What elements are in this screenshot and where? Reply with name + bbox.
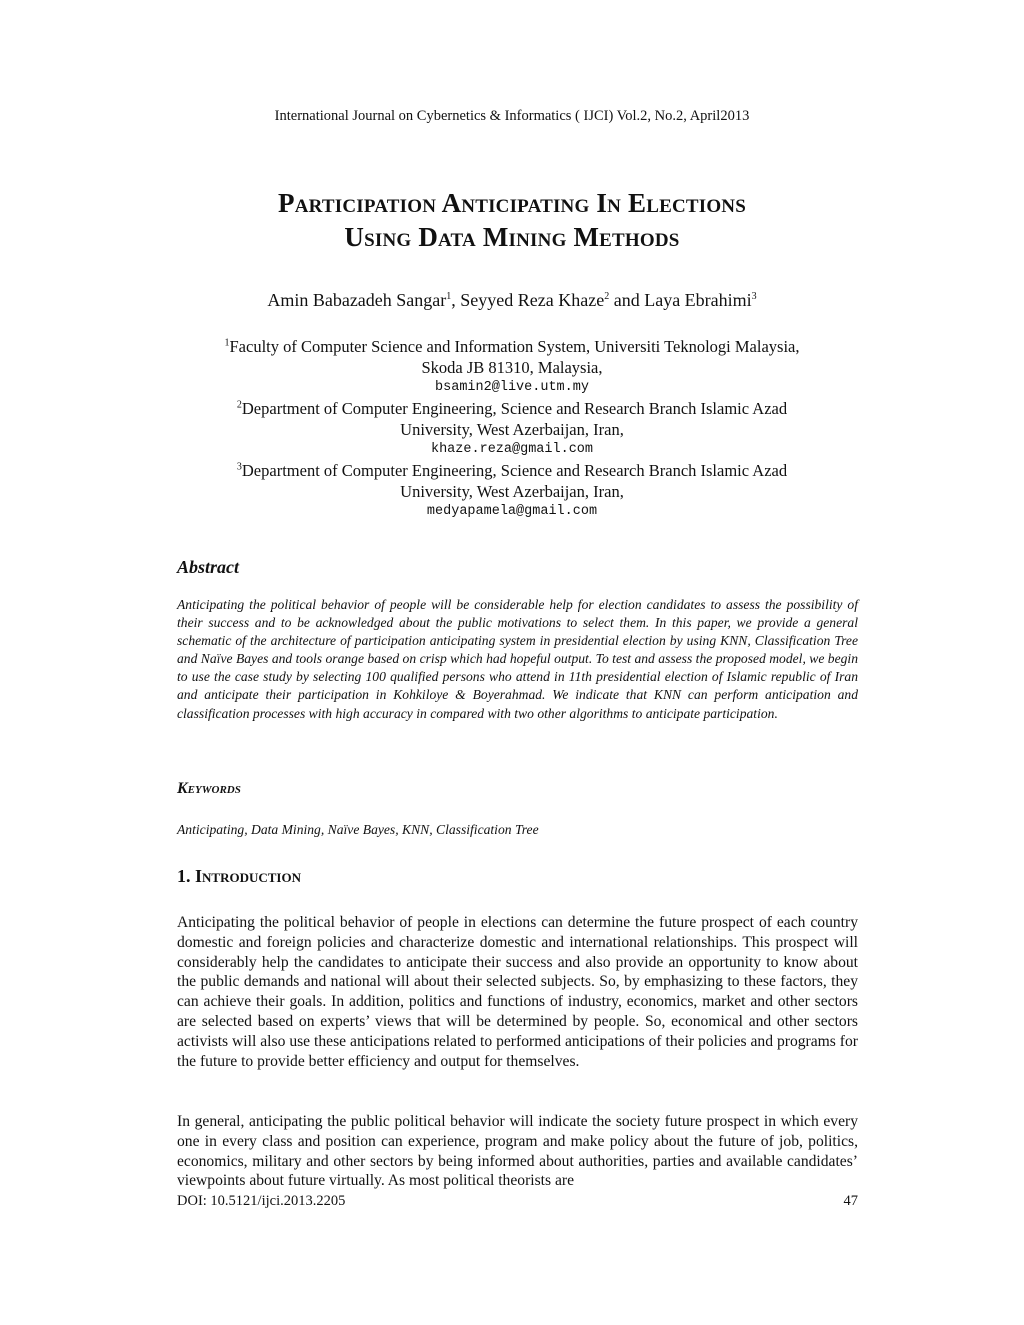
affiliation-line: Faculty of Computer Science and Information System, Universiti Teknologi Malaysia, (229, 337, 800, 356)
abstract-heading: Abstract (177, 557, 240, 577)
author-name: Seyyed Reza Khaze (460, 290, 605, 310)
author-email: khaze.reza@gmail.com (430, 442, 594, 457)
author-name: Laya Ebrahimi (644, 290, 752, 310)
affiliations (0, 336, 1024, 522)
affiliation-line: University, West Azerbaijan, Iran, (400, 482, 624, 501)
footer-doi: DOI: 10.5121/ijci.2013.2205 (177, 1193, 346, 1209)
running-header: International Journal on Cybernetics & Informatics ( IJCI) Vol.2, No.2, April2013 (274, 108, 750, 124)
author-email: bsamin2@live.utm.my (435, 380, 589, 395)
affiliation-sup: 1 (224, 337, 230, 349)
keywords-text: Anticipating, Data Mining, Naïve Bayes, KNN, Classification Tree (177, 822, 539, 837)
abstract-text: Anticipating the political behavior of people will be considerable help for election candidates to assess the possibility of their success and to be acknowledged about the public motivations to select them. In this paper, we provide a general schematic of the architecture of participation anticipating system in presidential election by using KNN, Classification Tree and Naïve Bayes and tools orange based on crisp which had hopeful output. To test and assess the proposed model, we begin to use the case study by selecting 100 qualified persons who attend in 11th presidential election of Islamic republic of Iran and anticipate their participation in Kohkiloye & Boyerahmad. We indicate that KNN can perform anticipation and classification processes with high accuracy in compared with two other algorithms to anticipate participation. (177, 597, 858, 721)
affiliation-1 (0, 336, 1024, 357)
author-sup: 3 (751, 291, 757, 302)
affiliation-line: Skoda JB 81310, Malaysia, (421, 358, 603, 377)
affiliation-line: Department of Computer Engineering, Science and Research Branch Islamic Azad (241, 399, 788, 418)
title-line-2: Using Data Mining Methods (344, 222, 680, 252)
author-separator: , (451, 290, 461, 310)
affiliation-line: University, West Azerbaijan, Iran, (400, 420, 624, 439)
paper-title (0, 186, 1024, 254)
author-separator: and (609, 290, 645, 310)
author-sup: 1 (446, 291, 452, 302)
title-line-1: Participation Anticipating In Elections (278, 188, 746, 218)
affiliation-sup: 3 (236, 461, 242, 473)
author-name: Amin Babazadeh Sangar (267, 290, 447, 310)
keywords-heading: Keywords (177, 780, 241, 797)
introduction-heading: 1. Introduction (177, 866, 301, 886)
affiliation-2 (0, 398, 1024, 419)
page-number: 47 (843, 1193, 858, 1209)
affiliation-line: Department of Computer Engineering, Science and Research Branch Islamic Azad (241, 461, 788, 480)
body-paragraph: Anticipating the political behavior of people in elections can determine the future prospect of each country domestic and foreign policies and characterize domestic and international relationships. This prospect will considerably help the candidates to anticipate their success and also provide an opportunity to know about the public demands and national will about their selected subjects. So, by emphasizing to these factors, they can achieve their goals. In addition, politics and functions of industry, economics, market and other sectors are selected based on experts’ views that will be determined by people. So, economical and other sectors activists will also use these anticipations related to performed anticipations of their policies and programs for the future to provide better efficiency and output for themselves. (177, 914, 858, 1070)
affiliation-sup: 2 (236, 399, 242, 411)
author-email: medyapamela@gmail.com (426, 504, 598, 519)
affiliation-3 (0, 460, 1024, 481)
author-sup: 2 (604, 291, 610, 302)
body-paragraph: In general, anticipating the public political behavior will indicate the society future prospect in which every one in every class and position can experience, program and make policy about the future of job, politics, economics, military and other sectors by being informed about authorities, parties and available candidates’ viewpoints about future virtually. As most political theorists are (177, 1113, 858, 1190)
author-list (0, 290, 1024, 311)
